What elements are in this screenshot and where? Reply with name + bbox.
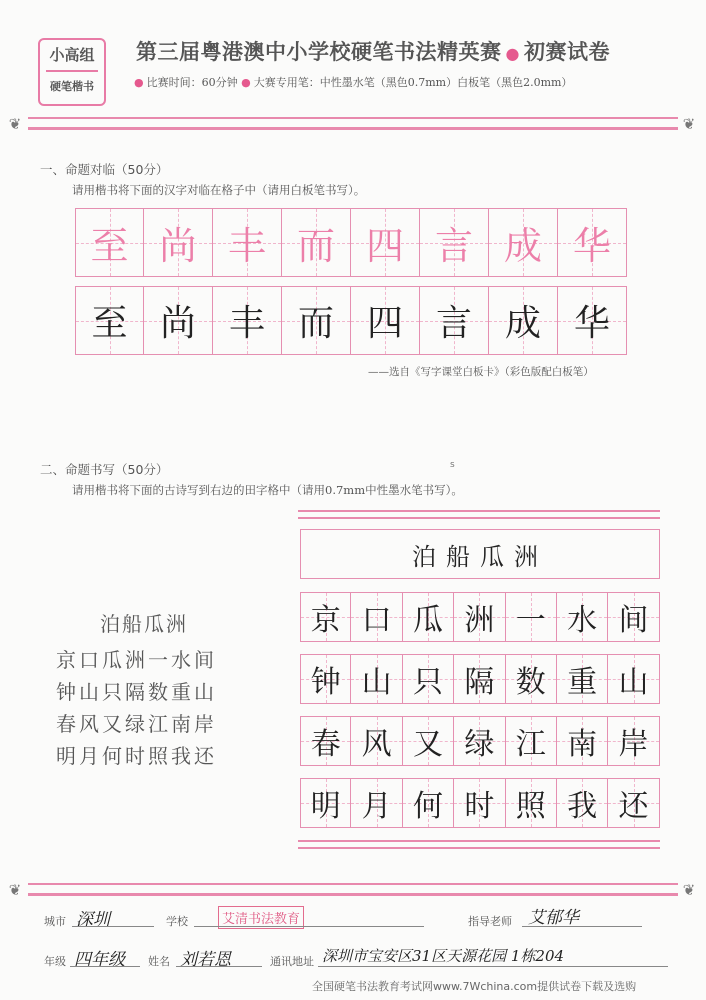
page-title: [136, 36, 610, 66]
grade-label: 年级: [44, 955, 66, 968]
grid-cell: [351, 592, 402, 642]
poem-character: 山: [618, 665, 649, 700]
grid-cell: [454, 592, 505, 642]
address-label: 通讯地址: [270, 955, 314, 968]
header-divider: [28, 117, 678, 130]
grade-underline: [70, 966, 140, 967]
model-character: 华: [572, 224, 611, 268]
address-value[interactable]: 深圳市宝安区31区天源花园 1栋204: [322, 947, 565, 965]
grid-cell: [454, 716, 505, 766]
grid-cell: [403, 778, 454, 828]
model-character: 丰: [227, 224, 266, 268]
grid-cell: [300, 654, 351, 704]
badge-style-label: 硬笔楷书: [46, 70, 98, 94]
bullet-icon: ●: [134, 76, 144, 89]
poem-character: 江: [515, 727, 546, 762]
badge-group-label: 小高组: [49, 46, 95, 64]
model-character: 成: [503, 224, 542, 268]
model-character: 言: [434, 224, 473, 268]
written-char-row: [75, 286, 627, 355]
poem-grid: [300, 592, 660, 828]
teacher-label: 指导老师: [468, 915, 512, 928]
model-character: 尚: [158, 224, 197, 268]
name-value[interactable]: 刘若恩: [180, 950, 231, 970]
grid-cell: [351, 208, 420, 277]
teacher-value[interactable]: 艾郁华: [528, 908, 579, 928]
grid-cell: [454, 778, 505, 828]
poem-character: 瓜: [412, 603, 443, 638]
scroll-ornament-icon: ❦: [682, 115, 696, 133]
grid-cell: [608, 716, 659, 766]
poem-frame-bottom: [298, 840, 660, 849]
grid-cell: [351, 654, 402, 704]
model-character: 四: [365, 224, 404, 268]
source-note: ——选自《写字课堂白板卡》（彩色版配白板笔）: [368, 366, 594, 378]
grid-cell: [489, 208, 558, 277]
grid-cell: [506, 592, 557, 642]
written-character: 四: [366, 303, 403, 344]
written-character: 华: [573, 303, 610, 344]
grid-cell: [351, 716, 402, 766]
stray-mark: s: [450, 460, 455, 470]
grid-cell: [608, 592, 659, 642]
grid-cell: [300, 778, 351, 828]
school-label: 学校: [166, 915, 188, 928]
section2-instruction: 请用楷书将下面的古诗写到右边的田字格中（请用0.7mm中性墨水笔书写）。: [72, 483, 463, 497]
city-label: 城市: [44, 915, 66, 928]
scroll-ornament-icon: ❦: [8, 115, 22, 133]
poem-title: 泊船瓜洲: [100, 612, 188, 636]
scroll-ornament-icon: ❦: [8, 881, 22, 899]
grid-cell: [506, 778, 557, 828]
poem-grid-row: [300, 778, 660, 828]
poem-character: 岸: [618, 727, 649, 762]
poem-character: 一: [515, 603, 546, 638]
grid-cell: [454, 654, 505, 704]
grid-cell: [213, 286, 282, 355]
poem-character: 绿: [464, 727, 495, 762]
section1-heading: 一、命题对临（50分）: [40, 162, 169, 177]
poem-line: 京口瓜洲一水间: [56, 648, 217, 672]
address-underline: [318, 966, 668, 967]
poem-character: 只: [412, 665, 443, 700]
poem-character: 又: [412, 727, 443, 762]
poem-grid-row: [300, 654, 660, 704]
written-poem-title-box: [300, 529, 660, 579]
school-value: 艾清书法教育: [222, 912, 301, 927]
grid-cell: [420, 208, 489, 277]
grid-cell: [75, 286, 144, 355]
poem-character: 洲: [464, 603, 495, 638]
poem-grid-row: [300, 592, 660, 642]
grid-cell: [75, 208, 144, 277]
section2-heading: 二、命题书写（50分）: [40, 462, 169, 477]
grid-cell: [557, 716, 608, 766]
poem-line: 明月何时照我还: [56, 744, 217, 768]
grade-value[interactable]: 四年级: [74, 950, 125, 970]
model-character: 而: [296, 224, 335, 268]
title-dot: ●: [505, 44, 520, 63]
poem-text: [56, 644, 217, 772]
grid-cell: [608, 654, 659, 704]
section1-instruction: 请用楷书将下面的汉字对临在格子中（请用白板笔书写）。: [72, 183, 366, 197]
grid-cell: [351, 286, 420, 355]
written-character: 丰: [228, 303, 265, 344]
watermark-footer: 全国硬笔书法教育考试网www.7Wchina.com提供试卷下载及选购: [312, 980, 637, 993]
grid-cell: [351, 778, 402, 828]
poem-character: 间: [618, 603, 649, 638]
grid-cell: [300, 716, 351, 766]
grid-cell: [558, 286, 627, 355]
grid-cell: [489, 286, 558, 355]
grid-cell: [506, 654, 557, 704]
title-main: 第三届粤港澳中小学校硬笔书法精英赛: [136, 40, 502, 64]
poem-character: 隔: [464, 665, 495, 700]
grid-cell: [403, 716, 454, 766]
poem-character: 照: [515, 789, 546, 824]
grid-cell: [282, 208, 351, 277]
poem-character: 山: [361, 665, 392, 700]
grid-cell: [403, 654, 454, 704]
grid-cell: [557, 592, 608, 642]
written-poem-title: 泊船瓜洲: [412, 542, 548, 571]
grid-cell: [144, 208, 213, 277]
poem-line: 春风又绿江南岸: [56, 712, 217, 736]
poem-character: 春: [310, 727, 341, 762]
group-badge: [38, 38, 106, 106]
model-character: 至: [90, 224, 129, 268]
written-character: 成: [504, 303, 541, 344]
bullet-icon: ●: [241, 76, 251, 89]
poem-character: 还: [618, 789, 649, 824]
poem-character: 钟: [310, 665, 341, 700]
poem-character: 月: [361, 789, 392, 824]
grid-cell: [213, 208, 282, 277]
teacher-underline: [522, 926, 642, 927]
grid-cell: [506, 716, 557, 766]
poem-character: 水: [567, 603, 598, 638]
name-underline: [176, 966, 262, 967]
scroll-ornament-icon: ❦: [682, 881, 696, 899]
school-underline: [194, 926, 424, 927]
name-label: 姓名: [148, 955, 170, 968]
poem-character: 重: [567, 665, 598, 700]
poem-character: 明: [310, 789, 341, 824]
model-char-row: [75, 208, 627, 277]
written-character: 至: [91, 303, 128, 344]
written-character: 尚: [159, 303, 196, 344]
grid-cell: [282, 286, 351, 355]
written-character: 而: [297, 303, 334, 344]
grid-cell: [608, 778, 659, 828]
written-character: 言: [435, 303, 472, 344]
grid-cell: [300, 592, 351, 642]
poem-character: 时: [464, 789, 495, 824]
subtitle-time: 比赛时间：60分钟: [146, 76, 238, 89]
poem-character: 口: [361, 603, 392, 638]
title-tail: 初赛试卷: [523, 40, 610, 64]
grid-cell: [558, 208, 627, 277]
poem-character: 我: [567, 789, 598, 824]
poem-character: 南: [567, 727, 598, 762]
city-underline: [72, 926, 154, 927]
grid-cell: [144, 286, 213, 355]
grid-cell: [403, 592, 454, 642]
poem-frame-top: [298, 510, 660, 519]
subtitle: [134, 74, 572, 90]
footer-divider: [28, 883, 678, 896]
subtitle-pens: 大赛专用笔：中性墨水笔（黑色0.7mm）白板笔（黑色2.0mm）: [253, 76, 573, 89]
poem-line: 钟山只隔数重山: [56, 680, 217, 704]
grid-cell: [557, 654, 608, 704]
poem-character: 数: [515, 665, 546, 700]
poem-character: 风: [361, 727, 392, 762]
poem-grid-row: [300, 716, 660, 766]
city-value[interactable]: 深圳: [76, 910, 110, 930]
grid-cell: [557, 778, 608, 828]
poem-character: 何: [412, 789, 443, 824]
poem-character: 京: [310, 603, 341, 638]
grid-cell: [420, 286, 489, 355]
